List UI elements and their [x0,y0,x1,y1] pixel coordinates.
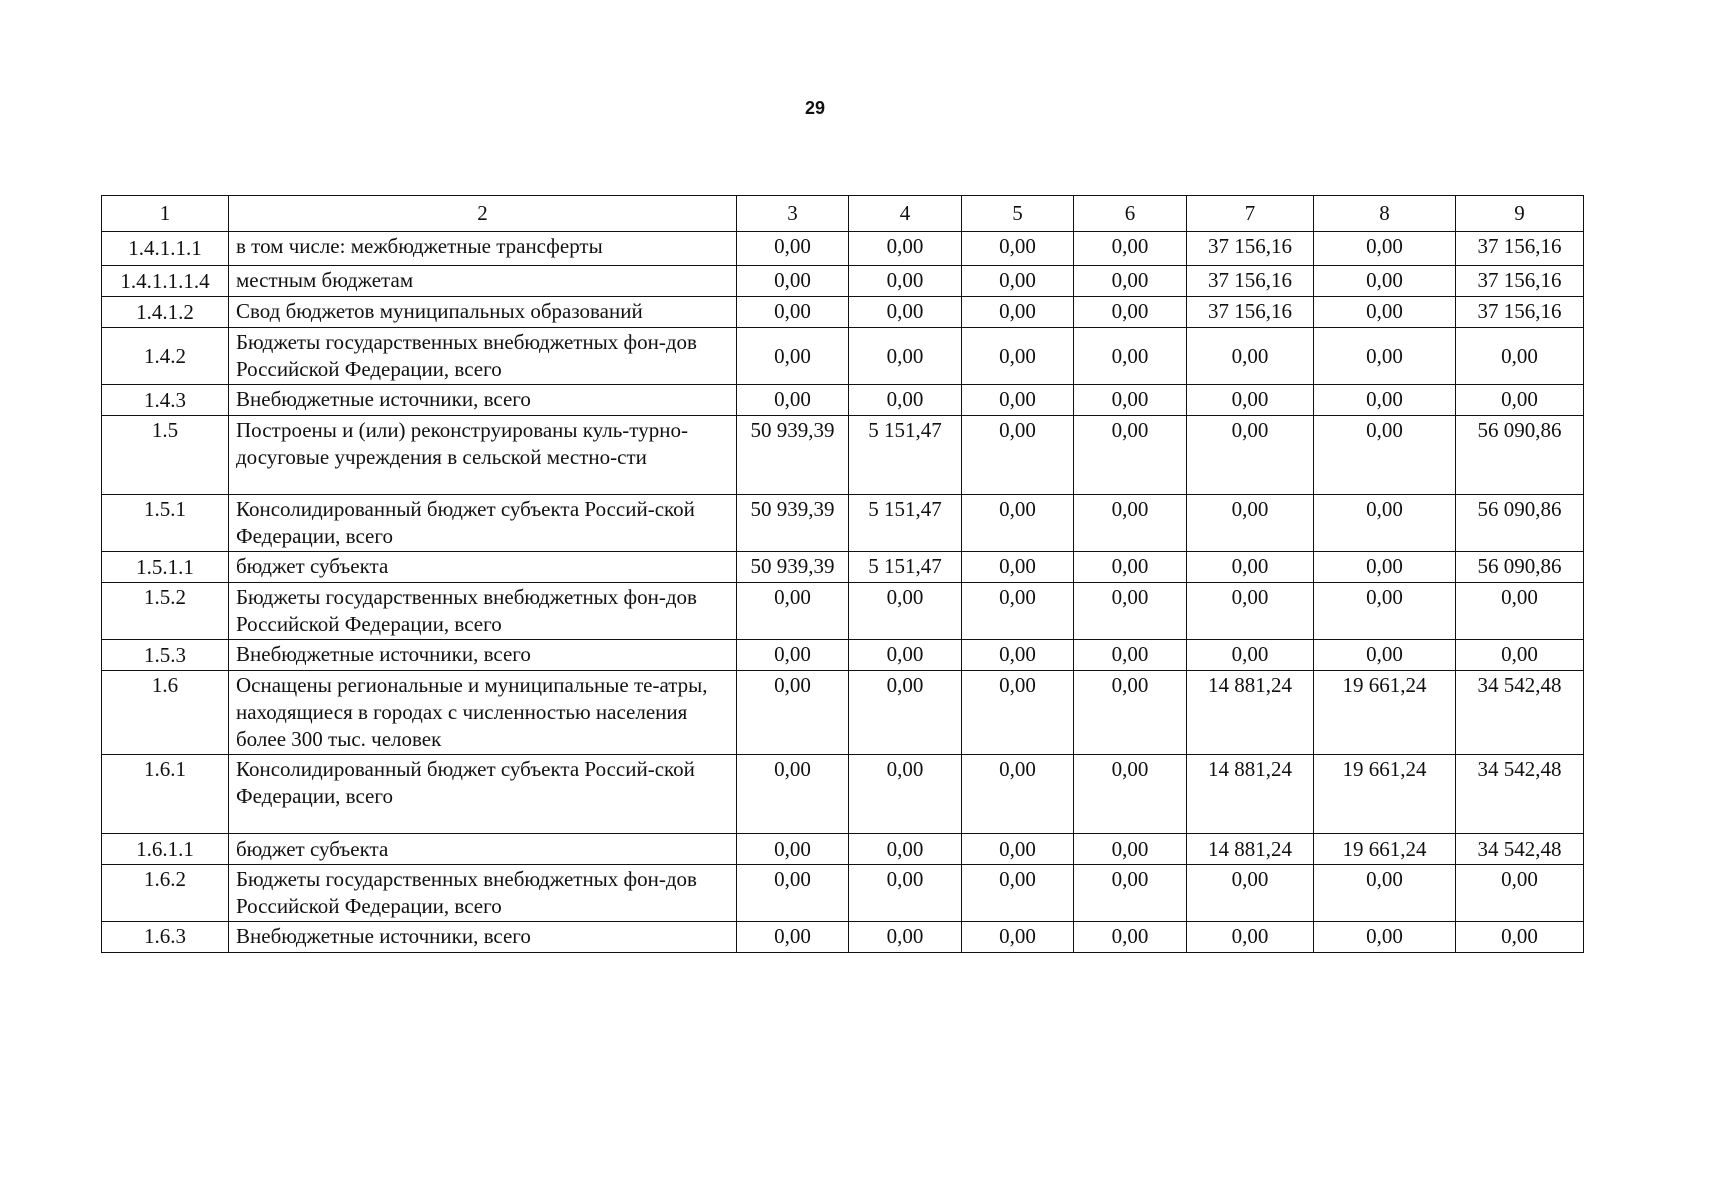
row-value: 0,00 [1074,671,1187,755]
row-value: 0,00 [737,755,849,834]
row-description: Консолидированный бюджет субъекта Россий-ской Федерации, всего [229,755,737,834]
table-row [102,495,1584,552]
row-value: 0,00 [1187,865,1314,922]
row-value: 0,00 [1074,640,1187,671]
row-code: 1.4.1.1.1 [102,232,229,266]
row-value: 37 156,16 [1456,266,1584,297]
row-value: 0,00 [737,583,849,640]
row-value: 0,00 [737,266,849,297]
row-value: 0,00 [1187,583,1314,640]
column-header: 1 [102,196,229,232]
row-value: 0,00 [1074,232,1187,266]
row-value: 0,00 [962,416,1074,495]
row-value: 0,00 [1456,328,1584,385]
table-row [102,834,1584,865]
row-value: 0,00 [1314,583,1456,640]
row-description: Бюджеты государственных внебюджетных фон-дов Российской Федерации, всего [229,583,737,640]
row-description: Оснащены региональные и муниципальные те-атры, находящиеся в городах с численностью населения более 300 тыс. человек [229,671,737,755]
row-description: Построены и (или) реконструированы куль-турно-досуговые учреждения в сельской местно-сти [229,416,737,495]
row-code: 1.5.1 [102,495,229,552]
table-row [102,583,1584,640]
row-code: 1.4.3 [102,385,229,416]
row-value: 0,00 [849,232,962,266]
column-header: 7 [1187,196,1314,232]
row-value: 0,00 [962,328,1074,385]
row-value: 0,00 [1074,552,1187,583]
page-number: 29 [804,98,826,118]
row-description: бюджет субъекта [229,834,737,865]
row-description: Внебюджетные источники, всего [229,385,737,416]
row-value: 0,00 [737,922,849,953]
row-code: 1.6.1 [102,755,229,834]
table-row [102,865,1584,922]
row-value: 0,00 [1314,385,1456,416]
row-value: 0,00 [1187,495,1314,552]
row-description: Внебюджетные источники, всего [229,922,737,953]
row-value: 0,00 [1187,385,1314,416]
row-value: 56 090,86 [1456,495,1584,552]
row-value: 0,00 [1314,328,1456,385]
table-row [102,640,1584,671]
table-row [102,416,1584,495]
row-description: Свод бюджетов муниципальных образований [229,297,737,328]
table-row [102,552,1584,583]
row-value: 0,00 [1314,297,1456,328]
row-value: 14 881,24 [1187,671,1314,755]
row-value: 5 151,47 [849,416,962,495]
row-value: 0,00 [1314,922,1456,953]
row-value: 0,00 [962,583,1074,640]
row-value: 0,00 [962,671,1074,755]
row-value: 0,00 [849,640,962,671]
row-code: 1.4.2 [102,328,229,385]
table-row [102,232,1584,266]
row-value: 0,00 [1187,922,1314,953]
row-value: 0,00 [1074,266,1187,297]
row-value: 0,00 [1074,297,1187,328]
row-value: 0,00 [962,495,1074,552]
column-header: 4 [849,196,962,232]
column-header: 5 [962,196,1074,232]
row-value: 50 939,39 [737,495,849,552]
row-value: 0,00 [849,755,962,834]
row-value: 0,00 [1314,232,1456,266]
table-row [102,328,1584,385]
row-value: 0,00 [849,266,962,297]
row-value: 0,00 [849,834,962,865]
row-value: 0,00 [962,385,1074,416]
row-description: Консолидированный бюджет субъекта Россий-ской Федерации, всего [229,495,737,552]
column-header: 3 [737,196,849,232]
row-value: 0,00 [1187,552,1314,583]
row-description: в том числе: межбюджетные трансферты [229,232,737,266]
row-value: 0,00 [849,328,962,385]
row-code: 1.4.1.2 [102,297,229,328]
row-description: бюджет субъекта [229,552,737,583]
row-value: 0,00 [1074,922,1187,953]
row-value: 0,00 [849,583,962,640]
table-row [102,922,1584,953]
row-value: 14 881,24 [1187,755,1314,834]
row-value: 19 661,24 [1314,755,1456,834]
row-value: 5 151,47 [849,552,962,583]
row-value: 19 661,24 [1314,834,1456,865]
row-value: 0,00 [1187,328,1314,385]
row-code: 1.6.2 [102,865,229,922]
row-value: 50 939,39 [737,416,849,495]
row-description: Бюджеты государственных внебюджетных фон-дов Российской Федерации, всего [229,865,737,922]
row-value: 0,00 [849,297,962,328]
table-row [102,266,1584,297]
row-code: 1.5.1.1 [102,552,229,583]
row-value: 0,00 [962,755,1074,834]
table-row [102,385,1584,416]
row-code: 1.6.3 [102,922,229,953]
row-value: 0,00 [962,865,1074,922]
row-value: 37 156,16 [1187,297,1314,328]
row-value: 0,00 [1074,865,1187,922]
row-value: 0,00 [1074,755,1187,834]
row-value: 0,00 [1187,416,1314,495]
row-value: 0,00 [1456,583,1584,640]
row-value: 0,00 [962,552,1074,583]
row-value: 0,00 [962,922,1074,953]
row-value: 0,00 [1074,385,1187,416]
column-header: 9 [1456,196,1584,232]
row-value: 0,00 [1074,416,1187,495]
table-row [102,297,1584,328]
row-value: 0,00 [737,232,849,266]
row-value: 0,00 [962,834,1074,865]
row-value: 19 661,24 [1314,671,1456,755]
row-value: 34 542,48 [1456,671,1584,755]
column-header: 2 [229,196,737,232]
row-value: 0,00 [1074,834,1187,865]
row-description: Бюджеты государственных внебюджетных фон-дов Российской Федерации, всего [229,328,737,385]
row-value: 56 090,86 [1456,416,1584,495]
column-header: 6 [1074,196,1187,232]
row-value: 0,00 [737,834,849,865]
row-value: 0,00 [1314,495,1456,552]
row-value: 37 156,16 [1187,266,1314,297]
row-value: 0,00 [962,266,1074,297]
row-code: 1.5 [102,416,229,495]
row-value: 37 156,16 [1456,297,1584,328]
row-code: 1.6 [102,671,229,755]
column-header: 8 [1314,196,1456,232]
row-description: Внебюджетные источники, всего [229,640,737,671]
row-value: 0,00 [737,385,849,416]
row-code: 1.5.2 [102,583,229,640]
row-value: 0,00 [737,328,849,385]
row-value: 0,00 [1456,922,1584,953]
table-header-row [102,196,1584,232]
row-value: 0,00 [1314,416,1456,495]
row-value: 34 542,48 [1456,755,1584,834]
row-description: местным бюджетам [229,266,737,297]
budget-table [101,195,1584,953]
table-row [102,755,1584,834]
row-code: 1.4.1.1.1.4 [102,266,229,297]
row-value: 0,00 [1074,495,1187,552]
row-value: 37 156,16 [1187,232,1314,266]
row-value: 0,00 [737,297,849,328]
row-value: 0,00 [1314,640,1456,671]
row-value: 0,00 [1187,640,1314,671]
row-value: 0,00 [1314,865,1456,922]
row-value: 56 090,86 [1456,552,1584,583]
row-value: 0,00 [1074,328,1187,385]
row-value: 50 939,39 [737,552,849,583]
row-value: 0,00 [1456,865,1584,922]
row-value: 0,00 [737,865,849,922]
row-value: 0,00 [849,865,962,922]
row-value: 0,00 [849,385,962,416]
row-value: 34 542,48 [1456,834,1584,865]
row-value: 0,00 [849,671,962,755]
table-row [102,671,1584,755]
row-code: 1.5.3 [102,640,229,671]
row-value: 0,00 [737,671,849,755]
row-value: 0,00 [737,640,849,671]
row-value: 14 881,24 [1187,834,1314,865]
row-value: 0,00 [1314,266,1456,297]
row-value: 0,00 [962,297,1074,328]
row-code: 1.6.1.1 [102,834,229,865]
row-value: 0,00 [1074,583,1187,640]
row-value: 0,00 [849,922,962,953]
row-value: 0,00 [1456,640,1584,671]
row-value: 0,00 [1314,552,1456,583]
row-value: 37 156,16 [1456,232,1584,266]
row-value: 0,00 [962,640,1074,671]
row-value: 0,00 [962,232,1074,266]
row-value: 5 151,47 [849,495,962,552]
row-value: 0,00 [1456,385,1584,416]
